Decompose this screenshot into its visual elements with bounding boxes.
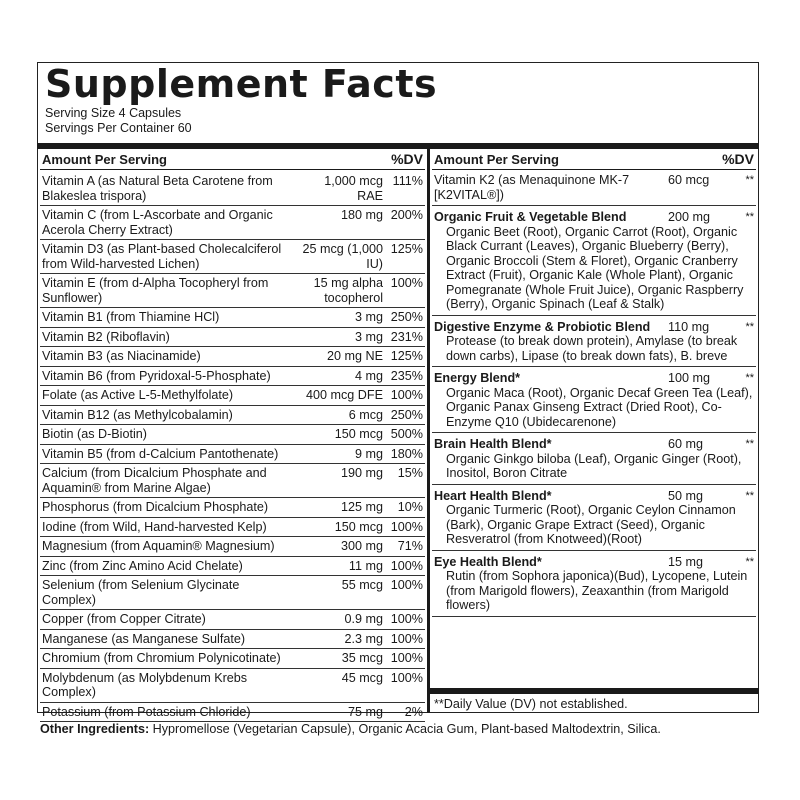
nutrient-amount: 20 mg NE — [327, 349, 383, 363]
nutrient-name: Zinc (from Zinc Amino Acid Chelate) — [42, 558, 243, 573]
other-ingredients-text: Hypromellose (Vegetarian Capsule), Organic Acacia Gum, Plant-based Maltodextrin, Silica. — [149, 722, 661, 736]
blend-ingredients: Organic Maca (Root), Organic Decaf Green Tea (Leaf), Organic Panax Ginseng Extract (Dried Root), Co-Enzyme Q10 (Ubidecarenone) — [446, 385, 753, 429]
vitamin-k2-row — [432, 170, 756, 206]
nutrient-name: Copper (from Copper Citrate) — [42, 612, 206, 626]
serving-info — [45, 106, 192, 136]
nutrient-name: Vitamin B1 (from Thiamine HCl) — [42, 310, 220, 324]
nutrient-name: Selenium (from Selenium Glycinate Complex) — [42, 578, 240, 607]
blend-dv: ** — [745, 555, 754, 568]
amount-per-serving-header: Amount Per Serving — [434, 151, 559, 167]
blend-ingredients: Organic Turmeric (Root), Organic Ceylon Cinnamon (Bark), Organic Grape Extract (Seed), Organic Resveratrol (from Knotweed)(Root) — [446, 503, 736, 546]
footnote-divider — [430, 688, 759, 694]
nutrient-name: Chromium (from Chromium Polynicotinate) — [42, 651, 281, 665]
nutrient-row — [40, 498, 425, 518]
nutrient-row — [40, 406, 425, 426]
nutrient-dv: 71% — [397, 539, 423, 553]
blend-ingredients: Rutin (from Sophora japonica)(Bud), Lycopene, Lutein (from Marigold flowers), Zeaxanthin (from Marigold flowers) — [446, 569, 748, 612]
nutrient-name: Vitamin E (from d-Alpha Tocopheryl from Sunflower) — [42, 276, 269, 305]
page-title: Supplement Facts — [45, 62, 438, 106]
nutrient-dv: 100% — [390, 670, 423, 685]
blend-amount: 15 mg — [668, 554, 704, 569]
blend-amount: 110 mg — [668, 319, 710, 334]
blend-name: Organic Fruit & Vegetable Blend — [434, 210, 627, 224]
blend-header — [434, 320, 754, 335]
nutrient-row — [40, 425, 425, 445]
nutrient-amount: 35 mcg — [341, 651, 383, 665]
nutrient-dv: 100% — [390, 578, 423, 592]
blend-header — [434, 437, 754, 452]
column-divider — [427, 143, 430, 713]
dv-header: %DV — [722, 151, 754, 167]
nutrient-amount: 60 mcg — [668, 173, 710, 187]
nutrient-name: Vitamin A (as Natural Beta Carotene from Blakeslea trispora) — [42, 174, 273, 203]
nutrient-dv: 100% — [390, 651, 423, 665]
nutrient-amount: 180 mg — [340, 208, 383, 222]
left-nutrient-table — [40, 149, 425, 722]
serving-size: Serving Size 4 Capsules — [45, 106, 182, 120]
nutrient-row — [40, 347, 425, 367]
nutrient-name: Manganese (as Manganese Sulfate) — [42, 631, 246, 646]
nutrient-amount: 4 mg — [355, 368, 383, 383]
blend-dv: ** — [745, 320, 754, 333]
nutrient-dv: ** — [745, 174, 754, 186]
nutrient-amount: 150 mcg — [334, 427, 383, 441]
nutrient-row — [40, 537, 425, 557]
blend-name: Energy Blend* — [434, 371, 521, 385]
right-table-header — [432, 149, 756, 170]
nutrient-amount: 15 mg alpha tocopherol — [313, 276, 383, 305]
nutrient-dv: 2% — [404, 704, 423, 719]
nutrient-name: Vitamin C (from L-Ascorbate and Organic Acerola Cherry Extract) — [42, 208, 273, 237]
nutrient-name: Vitamin B12 (as Methylcobalamin) — [42, 407, 233, 422]
nutrient-amount: 75 mg — [347, 704, 383, 719]
nutrient-amount: 400 mcg DFE — [306, 388, 383, 402]
nutrient-row — [40, 172, 425, 206]
amount-per-serving-header: Amount Per Serving — [42, 151, 167, 167]
nutrient-row — [40, 386, 425, 406]
blend-header — [434, 555, 754, 570]
nutrient-dv: 250% — [390, 310, 423, 324]
blend-row — [432, 206, 756, 316]
nutrient-row — [40, 367, 425, 387]
nutrient-amount: 1,000 mcg RAE — [324, 174, 383, 203]
blend-amount: 60 mg — [668, 437, 704, 451]
dv-footnote: **Daily Value (DV) not established. — [434, 697, 628, 711]
nutrient-row — [40, 240, 425, 274]
nutrient-name: Magnesium (from Aquamin® Magnesium) — [42, 539, 275, 553]
blend-ingredients: Organic Ginkgo biloba (Leaf), Organic Ginger (Root), Inositol, Boron Citrate — [446, 451, 742, 480]
nutrient-name: Folate (as Active L-5-Methylfolate) — [42, 388, 234, 402]
blend-name: Brain Health Blend* — [434, 437, 552, 451]
blend-dv: ** — [745, 489, 754, 502]
nutrient-row — [40, 557, 425, 577]
nutrient-name: Calcium (from Dicalcium Phosphate and Aquamin® from Marine Algae) — [42, 466, 267, 495]
nutrient-name: Vitamin K2 (as Menaquinone MK-7 [K2VITAL®]) — [434, 173, 630, 202]
nutrient-row — [40, 308, 425, 328]
nutrient-amount: 6 mcg — [348, 407, 383, 422]
nutrient-amount: 3 mg — [355, 310, 383, 324]
nutrient-dv: 100% — [390, 388, 423, 402]
nutrient-row — [40, 703, 425, 723]
nutrient-amount: 300 mg — [340, 539, 383, 553]
blend-dv: ** — [745, 211, 754, 223]
nutrient-amount: 125 mg — [340, 500, 383, 514]
nutrient-row — [40, 274, 425, 308]
nutrient-row — [40, 610, 425, 630]
blend-row — [432, 551, 756, 617]
nutrient-dv: 111% — [392, 174, 423, 188]
blend-header — [434, 210, 754, 225]
nutrient-row — [40, 328, 425, 348]
other-ingredients — [40, 722, 661, 736]
nutrient-row — [40, 630, 425, 650]
nutrient-row — [40, 518, 425, 538]
nutrient-name: Iodine (from Wild, Hand-harvested Kelp) — [42, 519, 267, 534]
nutrient-amount: 25 mcg (1,000 IU) — [302, 242, 383, 271]
servings-per-container: Servings Per Container 60 — [45, 121, 192, 135]
nutrient-amount: 55 mcg — [341, 578, 383, 592]
nutrient-dv: 125% — [390, 349, 423, 363]
blend-row — [432, 485, 756, 551]
nutrient-row — [40, 669, 425, 703]
nutrient-name: Vitamin D3 (as Plant-based Cholecalciferol from Wild-harvested Lichen) — [42, 242, 282, 271]
nutrient-name: Biotin (as D-Biotin) — [42, 427, 147, 441]
nutrient-dv: 231% — [390, 329, 423, 344]
nutrient-dv: 500% — [390, 427, 423, 441]
nutrient-dv: 100% — [390, 612, 423, 626]
other-ingredients-label: Other Ingredients: — [40, 722, 150, 736]
nutrient-dv: 100% — [390, 631, 423, 646]
blend-amount: 200 mg — [668, 210, 711, 224]
nutrient-name: Potassium (from Potassium Chloride) — [42, 704, 251, 719]
nutrient-name: Vitamin B3 (as Niacinamide) — [42, 349, 201, 363]
blend-name: Heart Health Blend* — [434, 488, 552, 503]
nutrient-amount: 0.9 mg — [344, 612, 383, 626]
blend-dv: ** — [745, 372, 754, 384]
nutrient-amount: 150 mcg — [334, 519, 383, 534]
blend-header — [434, 489, 754, 504]
blend-header — [434, 371, 754, 386]
blend-dv: ** — [745, 438, 754, 450]
nutrient-amount: 3 mg — [355, 329, 383, 344]
nutrient-name: Vitamin B2 (Riboflavin) — [42, 329, 170, 344]
nutrient-dv: 100% — [390, 519, 423, 534]
nutrient-row — [40, 464, 425, 498]
nutrient-amount: 11 mg — [348, 558, 383, 573]
nutrient-dv: 250% — [390, 407, 423, 422]
blend-amount: 100 mg — [668, 371, 711, 385]
right-blend-table — [432, 149, 756, 617]
blend-row — [432, 367, 756, 433]
nutrient-dv: 100% — [390, 558, 423, 573]
nutrient-dv: 125% — [390, 242, 423, 256]
nutrient-amount: 45 mcg — [341, 670, 383, 685]
nutrient-row — [40, 206, 425, 240]
nutrient-amount: 2.3 mg — [344, 631, 383, 646]
blend-ingredients: Organic Beet (Root), Organic Carrot (Root), Organic Black Currant (Leaves), Organic Blueberry (Berry), Organic Broccoli (Stem & Floret), Organic Cranberry Extract (Fruit), Organic Kale (Whole Plant), Organic Pomegranate (Whole Fruit Juice), Organic Raspberry (Berry), Organic Spinach (Leaf & Stalk) — [446, 224, 744, 311]
nutrient-name: Vitamin B6 (from Pyridoxal-5-Phosphate) — [42, 368, 271, 383]
nutrient-name: Molybdenum (as Molybdenum Krebs Complex) — [42, 670, 248, 699]
blend-row — [432, 433, 756, 485]
dv-header: %DV — [391, 151, 423, 167]
nutrient-amount: 190 mg — [340, 466, 383, 480]
nutrient-name: Vitamin B5 (from d-Calcium Pantothenate) — [42, 446, 279, 461]
nutrient-dv: 235% — [390, 368, 423, 383]
nutrient-dv: 180% — [390, 446, 423, 461]
nutrient-row — [40, 649, 425, 669]
nutrient-name: Phosphorus (from Dicalcium Phosphate) — [42, 500, 269, 514]
blend-amount: 50 mg — [668, 488, 704, 503]
blend-ingredients: Protease (to break down protein), Amylase (to break down carbs), Lipase (to break down fats), B. breve — [446, 334, 738, 363]
nutrient-dv: 100% — [390, 276, 423, 290]
blend-row — [432, 316, 756, 368]
nutrient-dv: 200% — [390, 208, 423, 222]
nutrient-dv: 15% — [397, 466, 423, 480]
nutrient-row — [40, 576, 425, 610]
nutrient-amount: 9 mg — [355, 446, 383, 461]
nutrient-dv: 10% — [397, 500, 423, 514]
blend-name: Eye Health Blend* — [434, 554, 542, 569]
blend-name: Digestive Enzyme & Probiotic Blend — [434, 319, 651, 334]
left-table-header — [40, 149, 425, 170]
nutrient-row — [40, 445, 425, 465]
